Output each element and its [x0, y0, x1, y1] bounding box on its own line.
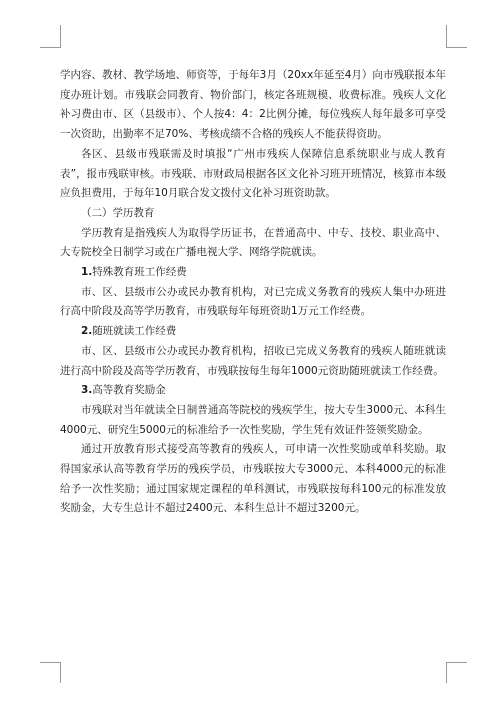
paragraph: 通过开放教育形式接受高等教育的残疾人，可申请一次性奖励或单科奖励。取得国家承认高等教育学历的残疾学员，市残联按大专3000元、本科4000元的标准给予一次性奖励；通过国家规定课程的单科测试，市残联按每科100元的标准发放奖励金，大专生总计不超过2400元、本科生总计不超过3200元。 [60, 443, 446, 515]
subheading-text: 特殊教育班工作经费 [92, 266, 187, 279]
crop-mark-bottom-right [446, 662, 467, 683]
subheading-number: 1. [81, 266, 93, 279]
subheading-text: 高等教育奖励金 [92, 384, 166, 397]
paragraph: 市、区、县级市公办或民办教育机构，对已完成义务教育的残疾人集中办班进行高中阶段及高等学历教育，市残联每年每班资助1万元工作经费。 [60, 285, 446, 318]
paragraph: 学内容、教材、教学场地、师资等，于每年3月（20xx年延至4月）向市残联报本年度办班计划。市残联会同教育、物价部门，核定各班规模、收费标准。残疾人文化补习费由市、区（县级市）、个人按4：4：2比例分摊，每位残疾人每年最多可享受一次资助，出勤率不足70%、考核成绩不合格的残疾人不能获得资助。 [60, 69, 446, 141]
paragraph: 市、区、县级市公办或民办教育机构，招收已完成义务教育的残疾人随班就读进行高中阶段及高等学历教育，市残联按每生每年1000元资助随班就读工作经费。 [60, 344, 446, 377]
subheading [60, 322, 446, 342]
crop-mark-top-right [446, 25, 467, 48]
subheading-number: 3. [81, 384, 93, 397]
paragraph: 市残联对当年就读全日制普通高等院校的残疾学生，按大专生3000元、本科生4000元、研究生5000元的标准给予一次性奖励，学生凭有效证件签领奖励金。 [60, 403, 446, 436]
subheading [60, 263, 446, 283]
section-title: （二）学历教育 [81, 206, 155, 219]
crop-mark-bottom-left [40, 662, 61, 683]
document-body [60, 66, 446, 519]
subheading [60, 381, 446, 401]
paragraph: 各区、县级市残联需及时填报“广州市残疾人保障信息系统职业与成人教育表”，报市残联审核。市残联、市财政局根据各区文化补习班开班情况，核算市本级应负担费用，于每年10月联合发文拨付文化补习班资助款。 [60, 147, 446, 200]
paragraph: 学历教育是指残疾人为取得学历证书，在普通高中、中专、技校、职业高中、大专院校全日制学习或在广播电视大学、网络学院就读。 [60, 226, 446, 259]
subheading-number: 2. [81, 325, 93, 338]
subheading-text: 随班就读工作经费 [92, 325, 177, 338]
crop-mark-top-left [40, 25, 61, 48]
